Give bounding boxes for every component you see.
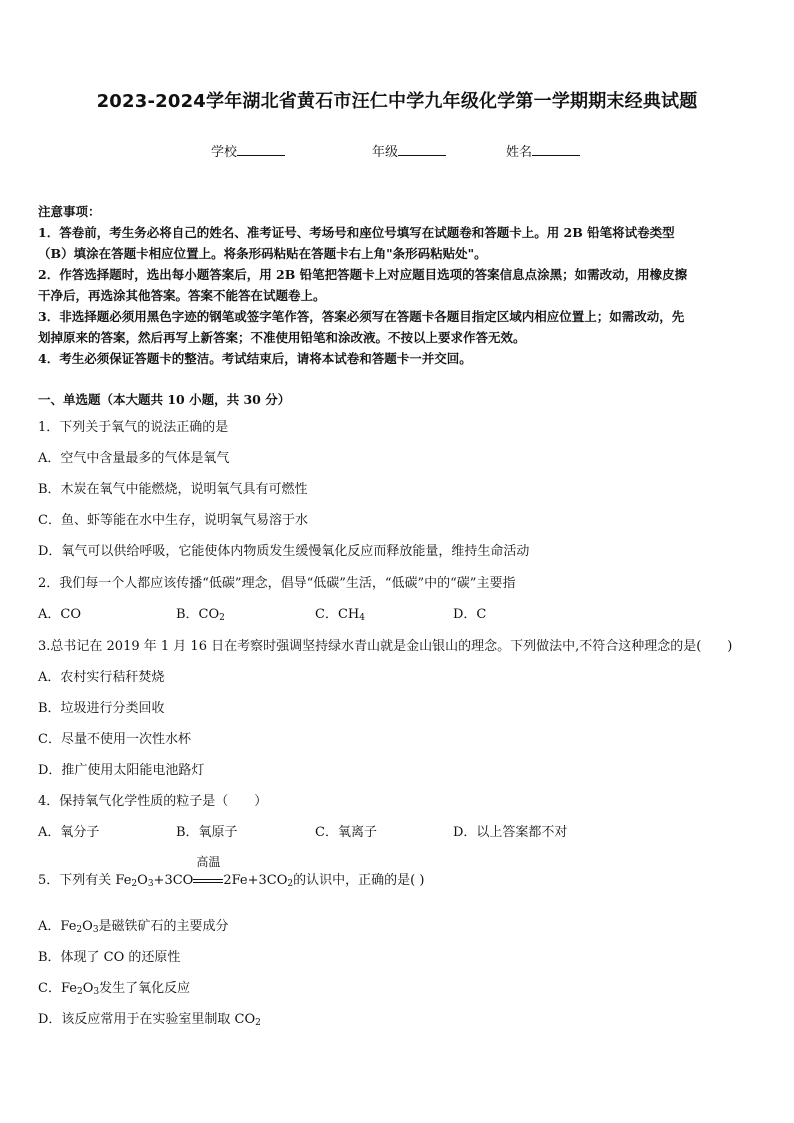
q3-option-a: A．农村实行秸秆焚烧 [38, 670, 165, 685]
q1-stem: 1．下列关于氧气的说法正确的是 [38, 420, 229, 435]
q2-option-b: B．$CO_2$ [176, 607, 225, 623]
notice-line: 划掉原来的答案，然后再写上新答案；不准使用铅笔和涂改液。不按以上要求作答无效。 [38, 330, 526, 345]
q2-option-a: A．CO [38, 607, 81, 622]
q5-option-c: C．$Fe_2O_3$发生了氧化反应 [38, 981, 191, 997]
q3-stem: 3.总书记在 2019 年 1 月 16 日在考察时强调坚持绿水青山就是金山银山的理念。下列做法中,不符合这种理念的是( ) [38, 639, 733, 654]
notice-line: （B）填涂在答题卡相应位置上。将条形码粘贴在答题卡右上角"条形码粘贴处"。 [38, 246, 487, 261]
notice-line: 3．非选择题必须用黑色字迹的钢笔或签字笔作答，答案必须写在答题卡各题目指定区域内相应位置上；如需改动，先 [38, 309, 685, 324]
q1-option-a: A．空气中含量最多的气体是氧气 [38, 451, 230, 466]
q4-option-c: C．氧离子 [315, 825, 377, 840]
q3-option-c: C．尽量不使用一次性水杯 [38, 732, 191, 747]
name-label: 姓名 [506, 145, 533, 160]
notice-line: 2．作答选择题时，选出每小题答案后，用 2B 铅笔把答题卡上对应题目选项的答案信息点涂黑；如需改动，用橡皮擦 [38, 267, 688, 282]
q2-option-d: D．C [453, 607, 487, 622]
q3-option-b: B．垃圾进行分类回收 [38, 701, 165, 716]
section-heading: 一、单选题（本大题共 10 小题，共 30 分） [38, 392, 291, 407]
reaction-condition: 高温 [193, 872, 223, 886]
school-field [211, 141, 285, 160]
school-label: 学校 [211, 145, 238, 160]
grade-blank [398, 143, 446, 156]
q1-option-b: B．木炭在氧气中能燃烧，说明氧气具有可燃性 [38, 482, 308, 497]
q5-option-d: D．该反应常用于在实验室里制取 $CO_2$ [38, 1012, 261, 1028]
school-blank [237, 143, 285, 156]
exam-title: 2023-2024学年湖北省黄石市汪仁中学九年级化学第一学期期末经典试题 [96, 91, 698, 112]
q5-option-a: A．$Fe_2O_3$是磁铁矿石的主要成分 [38, 919, 229, 935]
q5-option-b: B．体现了 CO 的还原性 [38, 950, 181, 965]
q1-option-d: D．氧气可以供给呼吸，它能使体内物质发生缓慢氧化反应而释放能量，维持生命活动 [38, 544, 530, 559]
q1-option-c: C．鱼、虾等能在水中生存，说明氧气易溶于水 [38, 513, 308, 528]
notice-heading: 注意事项： [38, 204, 101, 219]
q4-option-d: D．以上答案都不对 [453, 825, 568, 840]
name-field [506, 141, 580, 160]
name-blank [532, 143, 580, 156]
q2-stem: 2．我们每一个人都应该传播“低碳”理念，倡导“低碳”生活，“低碳”中的“碳”主要指 [38, 576, 516, 591]
q4-stem: 4．保持氧气化学性质的粒子是（ ） [38, 794, 268, 809]
q4-option-a: A．氧分子 [38, 825, 100, 840]
grade-label: 年级 [372, 145, 399, 160]
notice-line: 1．答卷前，考生务必将自己的姓名、准考证号、考场号和座位号填写在试题卷和答题卡上。用 2B 铅笔将试卷类型 [38, 225, 675, 240]
q2-option-c: C．$CH_4$ [315, 607, 365, 623]
q5-stem: 5．下列有关 $Fe_2O_3+3CO$ 高温 $2Fe+3CO_2$的认识中，正确的是( ) [38, 855, 425, 889]
q3-option-d: D．推广使用太阳能电池路灯 [38, 763, 205, 778]
notice-line: 4．考生必须保证答题卡的整洁。考试结束后，请将本试卷和答题卡一并交回。 [38, 351, 472, 366]
notice-line: 干净后，再选涂其他答案。答案不能答在试题卷上。 [38, 288, 326, 303]
q4-option-b: B．氧原子 [176, 825, 238, 840]
grade-field [372, 141, 446, 160]
